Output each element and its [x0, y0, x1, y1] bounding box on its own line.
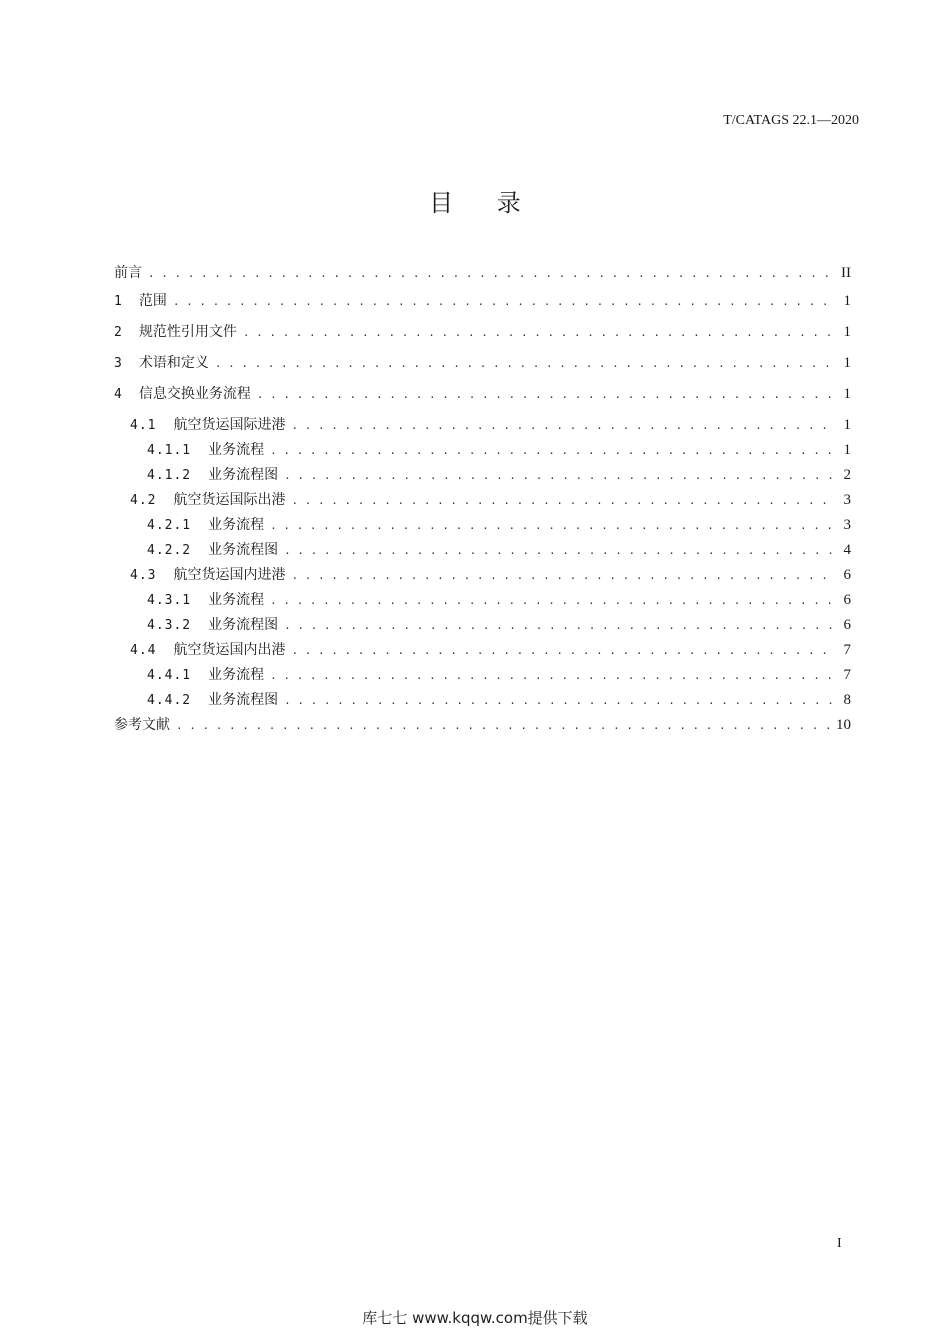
- toc-entry-page: 6: [843, 617, 851, 633]
- toc-leader-dots: [291, 419, 835, 432]
- toc-entry-page: 10: [836, 717, 851, 733]
- toc-entry[interactable]: [114, 321, 851, 352]
- toc-entry-title: 规范性引用文件: [138, 324, 237, 340]
- toc-entry[interactable]: [114, 689, 851, 714]
- toc-entry-number: 4.1: [130, 418, 157, 433]
- toc-entry-number: 3: [114, 356, 122, 371]
- toc-leader-dots: [270, 519, 835, 532]
- toc-leader-dots: [284, 544, 835, 557]
- toc-entry-number: 4.1.2: [147, 468, 192, 483]
- toc-entry-page: 3: [843, 492, 851, 508]
- toc-entry-page: 1: [843, 386, 851, 402]
- toc-entry-title: 业务流程: [208, 667, 265, 683]
- page-number: I: [837, 1236, 842, 1251]
- toc-entry[interactable]: [114, 614, 851, 639]
- toc-entry-title: 业务流程图: [208, 542, 279, 558]
- toc-leader-dots: [291, 569, 835, 582]
- toc-entry-page: 3: [843, 517, 851, 533]
- toc-entry[interactable]: [114, 664, 851, 689]
- toc-entry-title: 术语和定义: [138, 355, 209, 371]
- toc-leader-dots: [284, 694, 835, 707]
- toc-entry-page: 7: [843, 642, 851, 658]
- toc-entry-title: 业务流程图: [208, 467, 279, 483]
- toc-entry[interactable]: [114, 489, 851, 514]
- toc-entry[interactable]: [114, 290, 851, 321]
- toc-entry-title: 业务流程: [208, 442, 265, 458]
- toc-leader-dots: [284, 469, 835, 482]
- toc-entry[interactable]: [114, 414, 851, 439]
- toc-entry-number: 4.3.2: [147, 618, 192, 633]
- toc-title: 目 录: [429, 189, 539, 217]
- toc-entry-number: 2: [114, 325, 122, 340]
- toc-entry-number: 4.2.1: [147, 518, 192, 533]
- toc-entry-number: 4.4.2: [147, 693, 192, 708]
- toc-entry[interactable]: [114, 539, 851, 564]
- toc-entry-title: 航空货运国际进港: [173, 417, 286, 433]
- toc-entry-page: 1: [843, 355, 851, 371]
- toc-entry-number: 4.3: [130, 568, 157, 583]
- toc-entry-number: 4: [114, 387, 122, 402]
- toc-entry-title: 业务流程图: [208, 692, 279, 708]
- toc-entry-number: 4.4.1: [147, 668, 192, 683]
- toc-entry-title: 业务流程图: [208, 617, 279, 633]
- toc-entry[interactable]: [114, 589, 851, 614]
- toc-entry-page: 1: [843, 293, 851, 309]
- toc-entry-number: 4.1.1: [147, 443, 192, 458]
- toc-entry-page: 1: [843, 324, 851, 340]
- toc-leader-dots: [270, 669, 835, 682]
- toc-leader-dots: [257, 388, 835, 401]
- toc-leader-dots: [291, 644, 835, 657]
- toc-leader-dots: [270, 444, 835, 457]
- toc-entry-title: 参考文献: [114, 717, 170, 733]
- toc-entry-title: 航空货运国内进港: [173, 567, 286, 583]
- toc-entry[interactable]: [114, 564, 851, 589]
- toc-leader-dots: [148, 267, 835, 280]
- toc-entry-title: 业务流程: [208, 517, 265, 533]
- toc-entry-page: 1: [843, 417, 851, 433]
- toc-entry-title: 前言: [114, 265, 142, 281]
- table-of-contents: [114, 262, 851, 745]
- toc-entry-number: 4.2.2: [147, 543, 192, 558]
- toc-entry-page: 7: [843, 667, 851, 683]
- toc-entry[interactable]: [114, 714, 851, 745]
- toc-entry-number: 1: [114, 294, 122, 309]
- toc-entry-title: 航空货运国际出港: [173, 492, 286, 508]
- toc-leader-dots: [291, 494, 835, 507]
- toc-entry-page: 2: [843, 467, 851, 483]
- toc-entry-number: 4.4: [130, 643, 157, 658]
- toc-entry-page: 8: [843, 692, 851, 708]
- toc-entry-page: 4: [843, 542, 851, 558]
- toc-entry[interactable]: [114, 439, 851, 464]
- toc-entry[interactable]: [114, 383, 851, 414]
- toc-entry[interactable]: [114, 639, 851, 664]
- toc-entry-number: 4.3.1: [147, 593, 192, 608]
- toc-entry[interactable]: [114, 514, 851, 539]
- toc-entry-number: 4.2: [130, 493, 157, 508]
- toc-entry-page: 6: [843, 567, 851, 583]
- toc-entry[interactable]: [114, 352, 851, 383]
- toc-entry-title: 范围: [138, 293, 167, 309]
- toc-entry[interactable]: [114, 262, 851, 290]
- toc-entry[interactable]: [114, 464, 851, 489]
- toc-leader-dots: [243, 326, 835, 339]
- standard-code: T/CATAGS 22.1—2020: [723, 113, 859, 128]
- download-footer: 库七七 www.kqqw.com提供下载: [362, 1309, 588, 1327]
- toc-entry-title: 信息交换业务流程: [138, 386, 251, 402]
- toc-leader-dots: [176, 719, 830, 732]
- toc-leader-dots: [215, 357, 835, 370]
- toc-leader-dots: [173, 295, 835, 308]
- toc-entry-page: II: [841, 265, 851, 281]
- toc-entry-page: 1: [843, 442, 851, 458]
- toc-entry-title: 业务流程: [208, 592, 265, 608]
- toc-entry-page: 6: [843, 592, 851, 608]
- toc-entry-title: 航空货运国内出港: [173, 642, 286, 658]
- toc-leader-dots: [270, 594, 835, 607]
- toc-leader-dots: [284, 619, 835, 632]
